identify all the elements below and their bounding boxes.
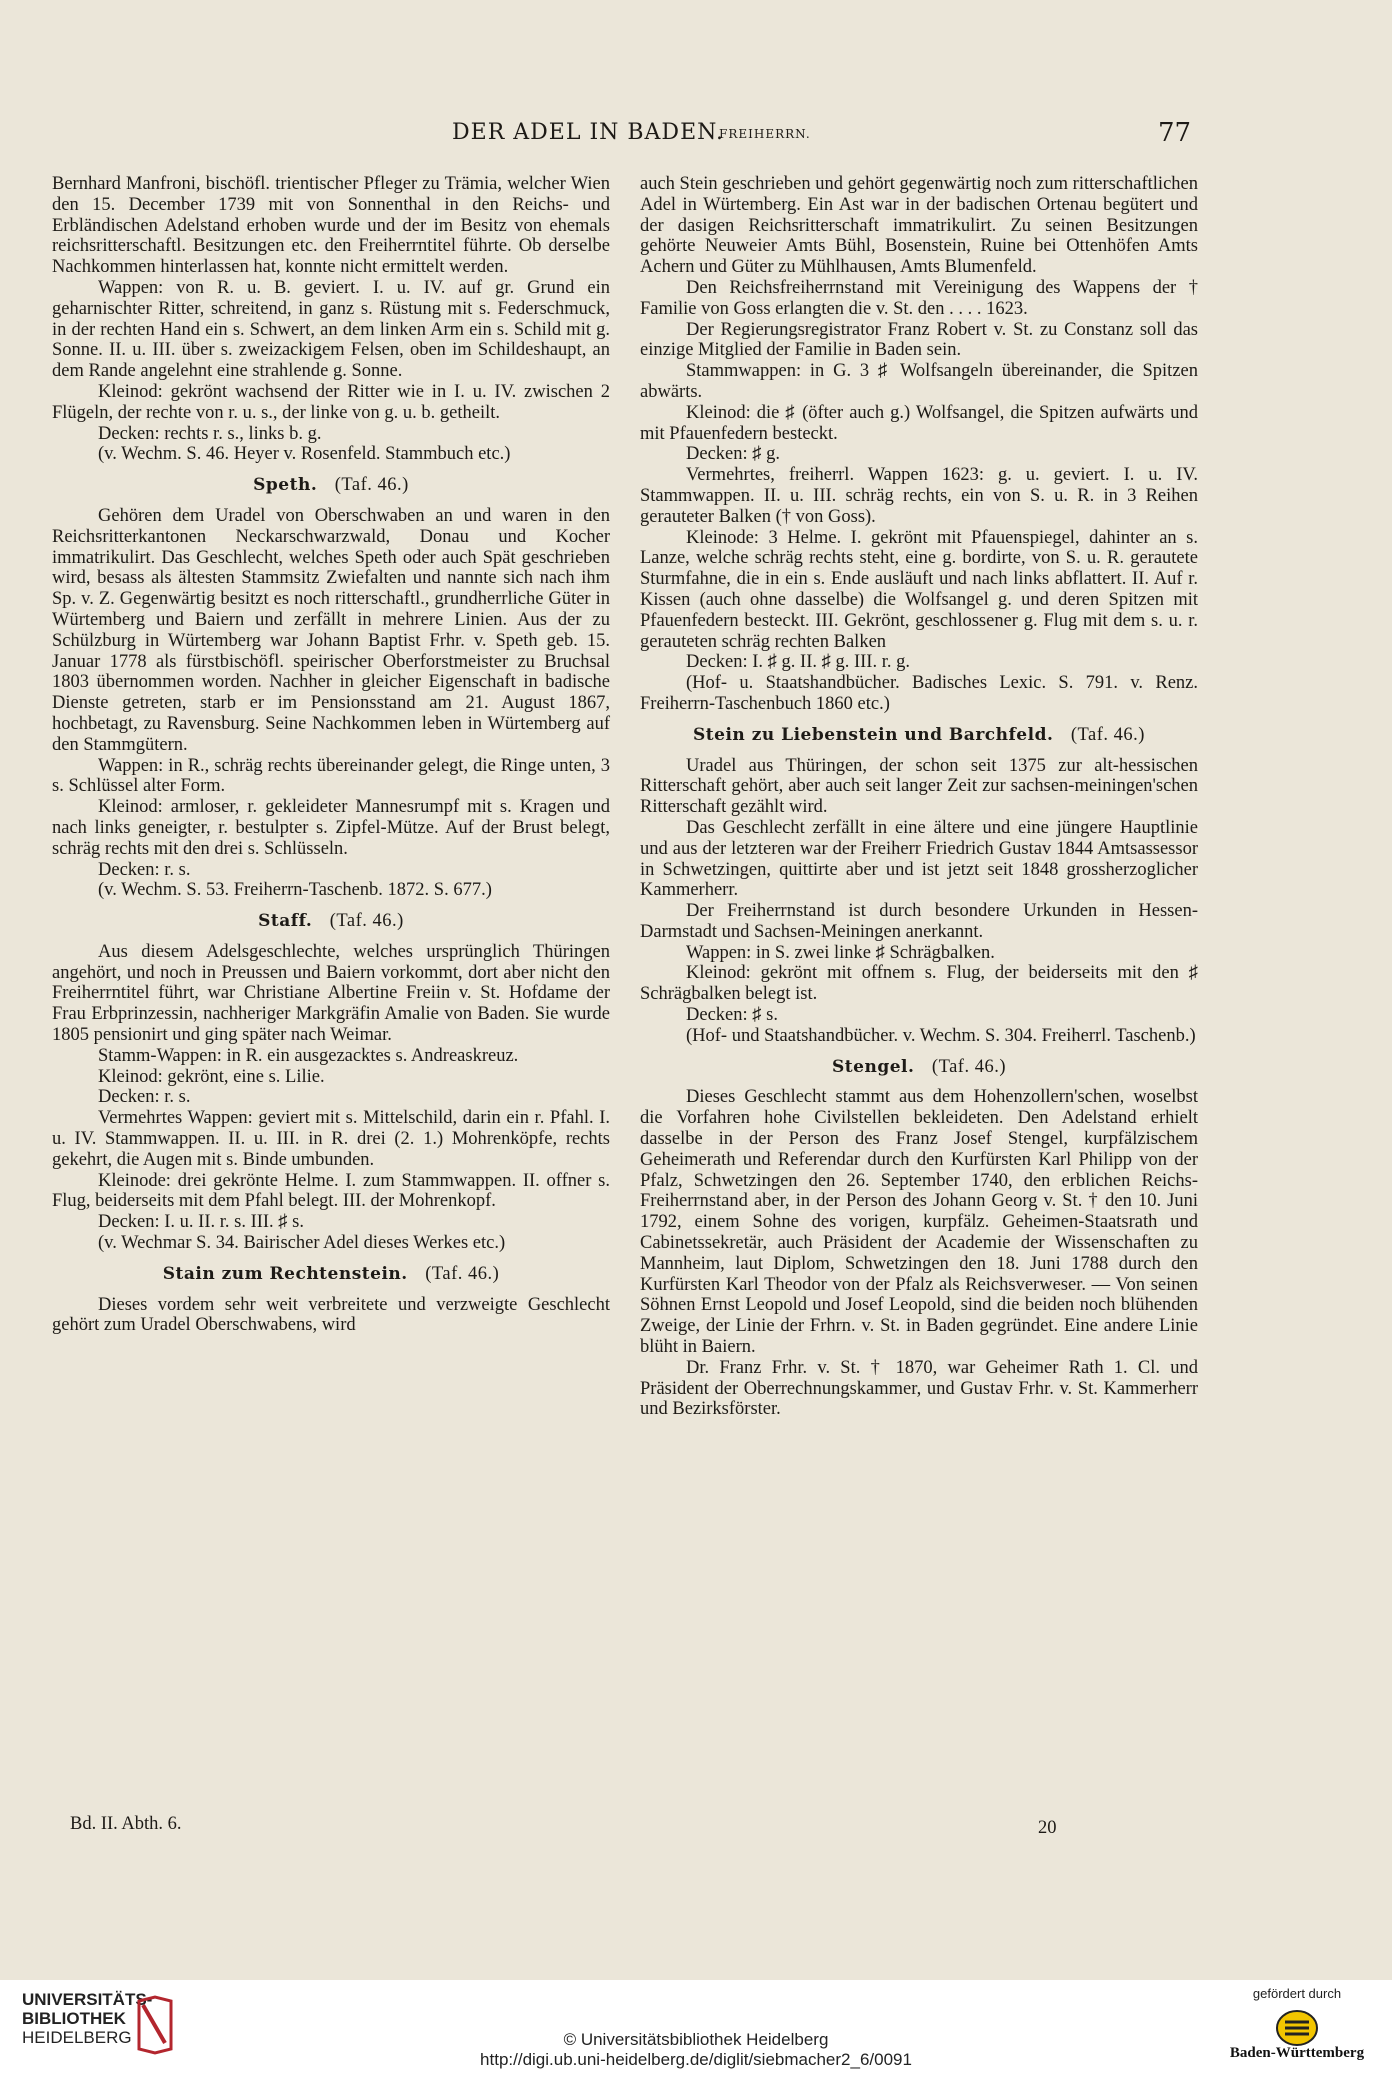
paragraph: Decken: r. s. (98, 859, 191, 880)
entry-name: Stain zum Rechtenstein. (162, 1263, 408, 1284)
paragraph: Der Regierungsregistrator Franz Robert v. St. zu Constanz soll das einzige Mitglied der Familie in Baden sein. (640, 319, 1198, 361)
running-header (0, 120, 1392, 150)
library-name-line1: UNIVERSITÄTS- (22, 1990, 153, 2009)
entry-name: Stengel. (832, 1056, 915, 1077)
volume-note: Bd. II. Abth. 6. (70, 1814, 182, 1834)
paragraph: Decken: rechts r. s., links b. g. (98, 423, 322, 444)
plate-reference: (Taf. 46.) (334, 475, 409, 496)
paragraph: Dieses Geschlecht stammt aus dem Hohenzollern'schen, woselbst die Vorfahren hohe Civilstellen bekleideten. Den Adelstand erhielt dasselbe in der Person des Franz Josef Stengel, kurpfälzischem Geheimerath und Referendar durch den Kurfürsten Karl Philipp von der Pfalz, Schwetzingen den 26. September 1740, den erblichen Reichs-Freiherrnstand aber, in der Person des Johann Georg v. St. † den 10. Juni 1792, einem Sohne des vorigen, kurpfälz. Geheimen-Staatsrath und Cabinetssekretär, auch Präsident der Academie der Wissenschaften zu Mannheim, laut Diplom, Schwetzingen den 18. Juni 1788 durch den Kurfürsten Karl Theodor von der Pfalz als Reichsverweser. — Von seinen Söhnen Ernst Leopold und Josef Leopold, sind die beiden noch blühenden Zweige, der Linie der Frhrn. v. St. in Baden gegründet. Eine andere Linie blüht in Baiern. (640, 1087, 1198, 1358)
entry-heading (52, 1264, 610, 1285)
paragraph: Dr. Franz Frhr. v. St. † 1870, war Geheimer Rath 1. Cl. und Präsident der Oberrechnungskammer, und Gustav Frhr. v. St. Kammerherr und Bezirksförster. (640, 1357, 1198, 1420)
paragraph: Das Geschlecht zerfällt in eine ältere und eine jüngere Hauptlinie und aus der letzteren war der Freiherr Friedrich Gustav 1844 Amtsassessor in Schwetzingen, quittirte aber und ist jetzt seit 1848 grossherzoglicher Kammerherr. (640, 817, 1198, 901)
left-column (52, 174, 610, 1336)
paragraph: Kleinode: drei gekrönte Helme. I. zum Stammwappen. II. offner s. Flug, beiderseits mit dem Pfahl belegt. III. der Mohrenkopf. (52, 1170, 610, 1212)
paragraph: Kleinod: gekrönt mit offnem s. Flug, der beiderseits mit den ♯ Schrägbalken belegt ist. (640, 963, 1198, 1005)
paragraph: (v. Wechm. S. 46. Heyer v. Rosenfeld. Stammbuch etc.) (98, 444, 511, 465)
paragraph: Gehören dem Uradel von Oberschwaben an und waren in den Reichsritterkantonen Neckarschwarzwald, Donau und Kocher immatrikulirt. Das Geschlecht, welches Speth oder auch Spät geschrieben wird, besass als ältesten Stammsitz Zwiefalten und nannte sich nach ihm Sp. v. Z. Gegenwärtig besitzt es noch ritterschaftl., grundherrliche Güter in Würtemberg und Baiern und zerfällt in mehrere Linien. Aus der zu Schülzburg in Würtemberg war Johann Baptist Frhr. v. Speth geb. 15. Januar 1778 als fürstbischöfl. speirischer Oberforstmeister zu Bruchsal 1803 übernommen worden. Nachher in gleicher Eigenschaft in badische Dienste getreten, starb er im Pensionsstand am 21. August 1867, hochbetagt, zu Ravensburg. Seine Nachkommen leben in Würtemberg auf den Stammgütern. (52, 505, 610, 755)
paragraph: Kleinod: armloser, r. gekleideter Mannesrumpf mit s. Kragen und nach links geneigter, r. bestulpter s. Zipfel-Mütze. Auf der Brust belegt, schräg rechts mit den drei s. Schlüsseln. (52, 797, 610, 859)
paragraph: Vermehrtes, freiherrl. Wappen 1623: g. u. geviert. I. u. IV. Stammwappen. II. u. III. schräg rechts, ein von S. u. R. in 3 Reihen gerauteter Balken († von Goss). (640, 465, 1198, 527)
paragraph: Decken: ♯ s. (686, 1005, 778, 1026)
source-url[interactable]: http://digi.ub.uni-heidelberg.de/diglit/siebmacher2_6/0091 (480, 2050, 912, 2069)
paragraph: Decken: I. ♯ g. II. ♯ g. III. r. g. (686, 652, 910, 673)
paragraph: Uradel aus Thüringen, der schon seit 1375 zur alt-hessischen Ritterschaft gehört, aber auch seit langer Zeit zur sachsen-meiningen'schen Ritterschaft gezählt wird. (640, 755, 1198, 818)
plate-reference: (Taf. 46.) (425, 1263, 500, 1284)
plate-reference: (Taf. 46.) (329, 911, 404, 932)
plate-reference: (Taf. 46.) (931, 1056, 1006, 1077)
right-column (640, 174, 1198, 1420)
paragraph: Wappen: von R. u. B. geviert. I. u. IV. auf gr. Grund ein geharnischter Ritter, schreitend, in ganz s. Rüstung mit s. Federschmuck, in der rechten Hand ein s. Schwert, an dem linken Arm ein s. Schild mit g. Sonne. II. u. III. über s. zweizackigem Felsen, oben im Schildeshaupt, an dem Rande angelehnt eine strahlende g. Sonne. (52, 277, 610, 382)
paragraph: Aus diesem Adelsgeschlechte, welches ursprünglich Thüringen angehört, und noch in Preussen und Baiern vorkommt, dort aber nicht den Freiherrntitel führt, war Christiane Albertine Freiin v. St. Hofdame der Frau Erbprinzessin, nachheriger Markgräfin Amalie von Baden. Sie wurde 1805 pensionirt und ging später nach Weimar. (52, 941, 610, 1046)
paragraph: (Hof- u. Staatshandbücher. Badisches Lexic. S. 791. v. Renz. Freiherrn-Taschenbuch 1860 etc.) (640, 673, 1198, 714)
entry-heading (52, 911, 610, 932)
page-number: 77 (1158, 118, 1192, 148)
library-name-line3: HEIDELBERG (22, 2028, 132, 2047)
paragraph: Decken: ♯ g. (686, 444, 781, 465)
paragraph: Den Reichsfreiherrnstand mit Vereinigung des Wappens der † Familie von Goss erlangten die v. St. den . . . . 1623. (640, 277, 1198, 319)
library-banner (0, 1980, 1392, 2080)
sponsor-label: gefördert durch (1252, 1986, 1342, 2001)
paragraph: Kleinod: gekrönt, eine s. Lilie. (98, 1066, 325, 1087)
paragraph: Kleinod: die ♯ (öfter auch g.) Wolfsangel, die Spitzen aufwärts und mit Pfauenfedern besteckt. (640, 402, 1198, 444)
entry-heading (640, 725, 1198, 746)
paragraph: (Hof- und Staatshandbücher. v. Wechm. S. 304. Freiherrl. Taschenb.) (686, 1025, 1196, 1046)
state-coat-of-arms-icon (1275, 2008, 1319, 2048)
entry-name: Stein zu Liebenstein und Barchfeld. (693, 724, 1054, 745)
paragraph: Decken: I. u. II. r. s. III. ♯ s. (98, 1212, 305, 1233)
copyright-notice: © Universitätsbibliothek Heidelberg (563, 2030, 829, 2049)
sponsor (1222, 1986, 1372, 2062)
paragraph: Wappen: in S. zwei linke ♯ Schrägbalken. (686, 942, 995, 963)
paragraph: Stammwappen: in G. 3 ♯ Wolfsangeln übereinander, die Spitzen abwärts. (640, 361, 1198, 402)
paragraph: Der Freiherrnstand ist durch besondere Urkunden in Hessen-Darmstadt und Sachsen-Meiningen anerkannt. (640, 901, 1198, 942)
paragraph: Kleinod: gekrönt wachsend der Ritter wie in I. u. IV. zwischen 2 Flügeln, der rechte von r. u. s., der linke von g. u. b. getheilt. (52, 381, 610, 423)
paragraph: (v. Wechm. S. 53. Freiherrn-Taschenb. 1872. S. 677.) (98, 880, 492, 901)
paragraph: Vermehrtes Wappen: geviert mit s. Mittelschild, darin ein r. Pfahl. I. u. IV. Stammwappen. II. u. III. in R. drei (2. 1.) Mohrenköpfe, rechts gekehrt, die Augen mit s. Binde umbunden. (52, 1108, 610, 1170)
plate-reference: (Taf. 46.) (1070, 724, 1145, 745)
paragraph: Wappen: in R., schräg rechts übereinander gelegt, die Ringe unten, 3 s. Schlüssel alter Form. (52, 755, 610, 797)
sponsor-name: Baden-Württemberg (1229, 2045, 1365, 2061)
library-name-line2: BIBLIOTHEK (22, 2009, 126, 2028)
paragraph: Dieses vordem sehr weit verbreitete und verzweigte Geschlecht gehört zum Uradel Oberschwabens, wird (52, 1294, 610, 1336)
paragraph: Decken: r. s. (98, 1087, 191, 1108)
entry-heading (52, 475, 610, 496)
signature-mark: 20 (1038, 1818, 1057, 1838)
paragraph: Bernhard Manfroni, bischöfl. trientischer Pfleger zu Trämia, welcher Wien den 15. December 1739 mit von Sonnenthal in den Reichs- und Erbländischen Adelstand erhoben wurde und der im Besitz von ehemals reichsritterschaftl. Besitzungen etc. den Freiherrntitel führte. Ob derselbe Nachkommen hinterlassen hat, konnte nicht ermittelt werden. (52, 174, 610, 278)
paragraph: Stamm-Wappen: in R. ein ausgezacktes s. Andreaskreuz. (98, 1045, 519, 1066)
paragraph: (v. Wechmar S. 34. Bairischer Adel dieses Werkes etc.) (98, 1233, 506, 1254)
entry-name: Staff. (258, 911, 313, 932)
header-section: FREIHERRN. (719, 127, 811, 141)
entry-name: Speth. (253, 475, 318, 496)
paragraph: auch Stein geschrieben und gehört gegenwärtig noch zum ritterschaftlichen Adel in Würtemberg. Ein Ast war in der badischen Ortenau begütert und der dasigen Reichsritterschaft immatrikulirt. Zu seinen Besitzungen gehörte Neuweier Amts Bühl, Bosenstein, Ruine bei Ottenhöfen Amts Achern und Güter zu Mühlhausen, Amts Blumenfeld. (640, 174, 1198, 278)
paragraph: Kleinode: 3 Helme. I. gekrönt mit Pfauenspiegel, dahinter an s. Lanze, welche schräg rechts steht, eine g. bordirte, von S. u. R. gerautete Sturmfahne, die in ein s. Ende ausläuft und nach links abflattert. II. Auf r. Kissen (auch ohne dasselbe) die Wolfsangel g. und deren Spitzen mit Pfauenfedern besteckt. III. Gekrönt, geschlossener g. Flug mit dem s. u. r. gerauteten schräg rechten Balken (640, 527, 1198, 652)
header-title: DER ADEL IN BADEN. (452, 120, 724, 145)
entry-heading (640, 1057, 1198, 1078)
